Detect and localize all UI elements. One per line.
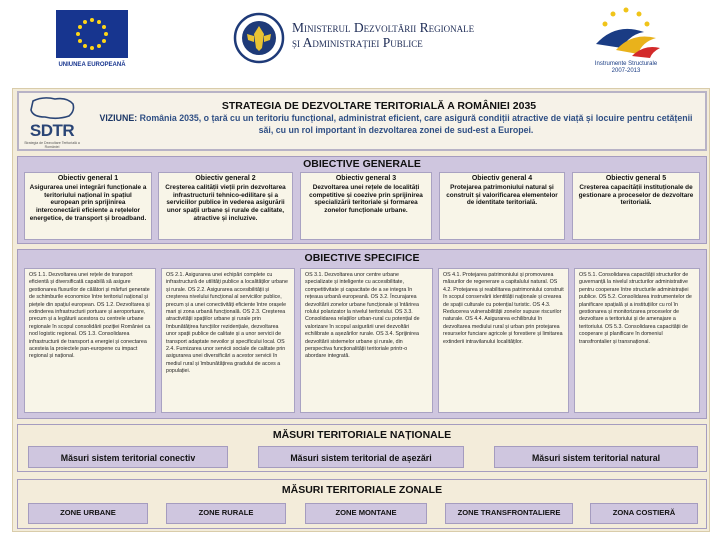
specific-objectives-title: OBIECTIVE SPECIFICE <box>304 252 420 264</box>
general-objective-text: Protejarea patrimoniului natural și construit și valorificarea elementelor de identitate teritorială. <box>446 183 558 207</box>
ministry-title-line-1: Ministerul Dezvoltării Regionale <box>292 20 475 35</box>
general-objective-title: Obiectiv general 1 <box>57 175 119 182</box>
specific-objectives-column-4: OS 4.1. Protejarea patrimoniului și promovarea măsurilor de regenerare a capitalului natural. OS 4.2. Protejarea și reabilitarea patrimoniului construit în scopul conservării identității naționale și crearea de spații culturale cu potențial turistic. OS 4.3. Reducerea vulnerabilității zonelor supuse riscurilor naturale. OS 4.4. Asigurarea echilibrului în dezvoltarea mediului rural și urban prin protejarea resurselor funciare agricole și forestiere și limitarea extinderii intravilanului localităților. <box>438 268 569 413</box>
zone-cross-border: ZONE TRANSFRONTALIERE <box>445 503 573 524</box>
strategy-diagram <box>12 88 710 532</box>
general-objective-title: Obiectiv general 2 <box>195 175 256 182</box>
structural-instruments-label <box>586 61 666 75</box>
national-measures-title: MĂSURI TERITORIALE NAȚIONALE <box>272 429 452 441</box>
eu-logo <box>52 10 132 76</box>
sdtr-logo-text: SDTR <box>29 121 75 140</box>
specific-objectives-column-2: OS 2.1. Asigurarea unei echipări complete cu infrastructură de utilități publice a localităților urbane și rurale. OS 2.2. Asigurarea accesibilității și creșterea nivelului funcțional al serviciilor publice, precum și a unei conectivități eficiente între orașele mari și zona urbană funcțională. OS 2.3. Creșterea atractivității spațiilor urbane și rurale prin îmbunătățirea funcțiilor rezidențiale, dezvoltarea unor spații publice de calitate și a unor servicii de transport adaptate nevoilor și specificului local. OS 2.4. Furnizarea unor servicii sociale de calitate prin asigurarea unei diversificări a acestor servicii în mediul rural și îmbunătățirea gradului de acces a populației. <box>161 268 295 413</box>
sdtr-logo <box>23 95 81 147</box>
zone-mountain: ZONE MONTANE <box>305 503 427 524</box>
ministry-title-line-2: și Administrației Publice <box>292 35 423 50</box>
general-objective-text: Creșterea capacității instituționale de gestionare a proceselor de dezvoltare teritorială. <box>578 183 694 207</box>
structural-instruments-line-2: 2007-2013 <box>611 68 641 74</box>
general-objective-title: Obiectiv general 3 <box>335 175 397 182</box>
structural-instruments-logo <box>586 4 666 80</box>
general-objective-4 <box>439 172 565 240</box>
zonal-measures-title: MĂSURI TERITORIALE ZONALE <box>281 484 443 496</box>
measure-natural-system: Măsuri sistem teritorial natural <box>494 446 698 468</box>
structural-instruments-line-1: Instrumente Structurale <box>594 61 658 67</box>
general-objectives-title: OBIECTIVE GENERALE <box>303 158 421 170</box>
specific-objectives-column-1: OS 1.1. Dezvoltarea unei rețele de transport eficientă și diversificată capabilă să asigure gestionarea fluxurilor de călători și mărfuri generate de schimburile economice între teritoriul național și piețele din spațiul european. OS 1.2. Dezvoltarea și extinderea infrastructurii portuare și aeroportuare, precum și a legăturii acestora cu centrele urbane regionale în scopul consolidării poziției României ca nod logistic regional. OS 1.3. Consolidarea infrastructurii de transport a energiei și conectarea acesteia la proiectele pan-europene cu impact regional și național. <box>24 268 156 413</box>
sdtr-logo-subtitle: Strategia de Dezvoltare Teritorială a României <box>24 141 80 149</box>
eu-label: UNIUNEA EUROPEANĂ <box>58 62 126 68</box>
ministry-title <box>292 20 532 50</box>
government-seal-icon <box>233 12 285 64</box>
general-objective-text: Asigurarea unei integrări funcționale a teritoriului național în spațiul european prin sprijinirea interconectării eficiente a rețelelor energetice, de transport și broadband. <box>29 183 147 222</box>
general-objective-3 <box>300 172 432 240</box>
general-objective-text: Dezvoltarea unei rețele de localități competitive și coezive prin sprijinirea specializării teritoriale și formarea zonelor funcționale urbane. <box>309 183 423 215</box>
measure-settlements-system: Măsuri sistem teritorial de așezări <box>258 446 464 468</box>
zone-rural: ZONE RURALE <box>166 503 286 524</box>
structural-instruments-icon <box>586 4 666 60</box>
general-objective-2 <box>158 172 293 240</box>
vision-statement <box>91 113 701 136</box>
vision-text: România 2035, o țară cu un teritoriu funcțional, administrat eficient, care asigură condiții atractive de viață și locuire pentru cetățenii săi, cu un rol important în dezvoltarea zonei de sud-est a Europei. <box>139 113 693 135</box>
zonal-measures-section <box>17 479 707 529</box>
logo-row <box>0 0 720 84</box>
general-objectives-section <box>17 156 707 244</box>
general-objective-title: Obiectiv general 4 <box>471 175 533 182</box>
specific-objectives-column-5: OS 5.1. Consolidarea capacității structurilor de guvernanță la nivelul structurilor administrative pentru cooperare între structurile administrației publice. OS 5.2. Consolidarea instrumentelor de planificare spațială și a instituțiilor cu rol în gestionarea și monitorizarea proceselor de dezvoltare a teritoriului și de amenajare a teritoriului. OS 5.3. Consolidarea capacității de cooperare și planificare în domeniul transfrontalier și transnațional. <box>574 268 700 413</box>
general-objective-1 <box>24 172 152 240</box>
vision-label: VIZIUNE: <box>99 113 138 123</box>
zone-coastal: ZONA COSTIERĂ <box>590 503 698 524</box>
general-objective-5 <box>572 172 700 240</box>
strategy-title: STRATEGIA DE DEZVOLTARE TERITORIALĂ A ROMÂNIEI 2035 <box>221 100 537 112</box>
general-objective-title: Obiectiv general 5 <box>605 175 667 182</box>
strategy-title-panel <box>17 91 707 151</box>
national-measures-section <box>17 424 707 472</box>
specific-objectives-section <box>17 249 707 419</box>
eu-flag-icon <box>56 10 128 58</box>
romania-map-icon <box>23 95 81 121</box>
specific-objectives-column-3: OS 3.1. Dezvoltarea unor centre urbane specializate și inteligente cu accesibilitate, competitivitate și capacitate de a se integra în rețeaua urbană europeană. OS 3.2. Încurajarea dezvoltării zonelor urbane funcționale și întărirea rolului polarizator la nivelul teritoriului. OS 3.3. Consolidarea relațiilor urban-rural cu potențial de valorizare în scopul asigurării unei dezvoltări echilibrate a așezărilor rurale. OS 3.4. Sprijinirea dezvoltării sistemelor urbane și rurale, din perspectiva funcționalității teritoriale printr-o abordare integrată. <box>300 268 433 413</box>
zone-urban: ZONE URBANE <box>28 503 148 524</box>
general-objective-text: Creșterea calității vieții prin dezvoltarea infrastructurii tehnico-edilitare și a serviciilor publice în vederea asigurării unor spații urbane și rurale de calitate, atractive și incluzive. <box>165 183 286 222</box>
measure-connective-system: Măsuri sistem teritorial conectiv <box>28 446 228 468</box>
